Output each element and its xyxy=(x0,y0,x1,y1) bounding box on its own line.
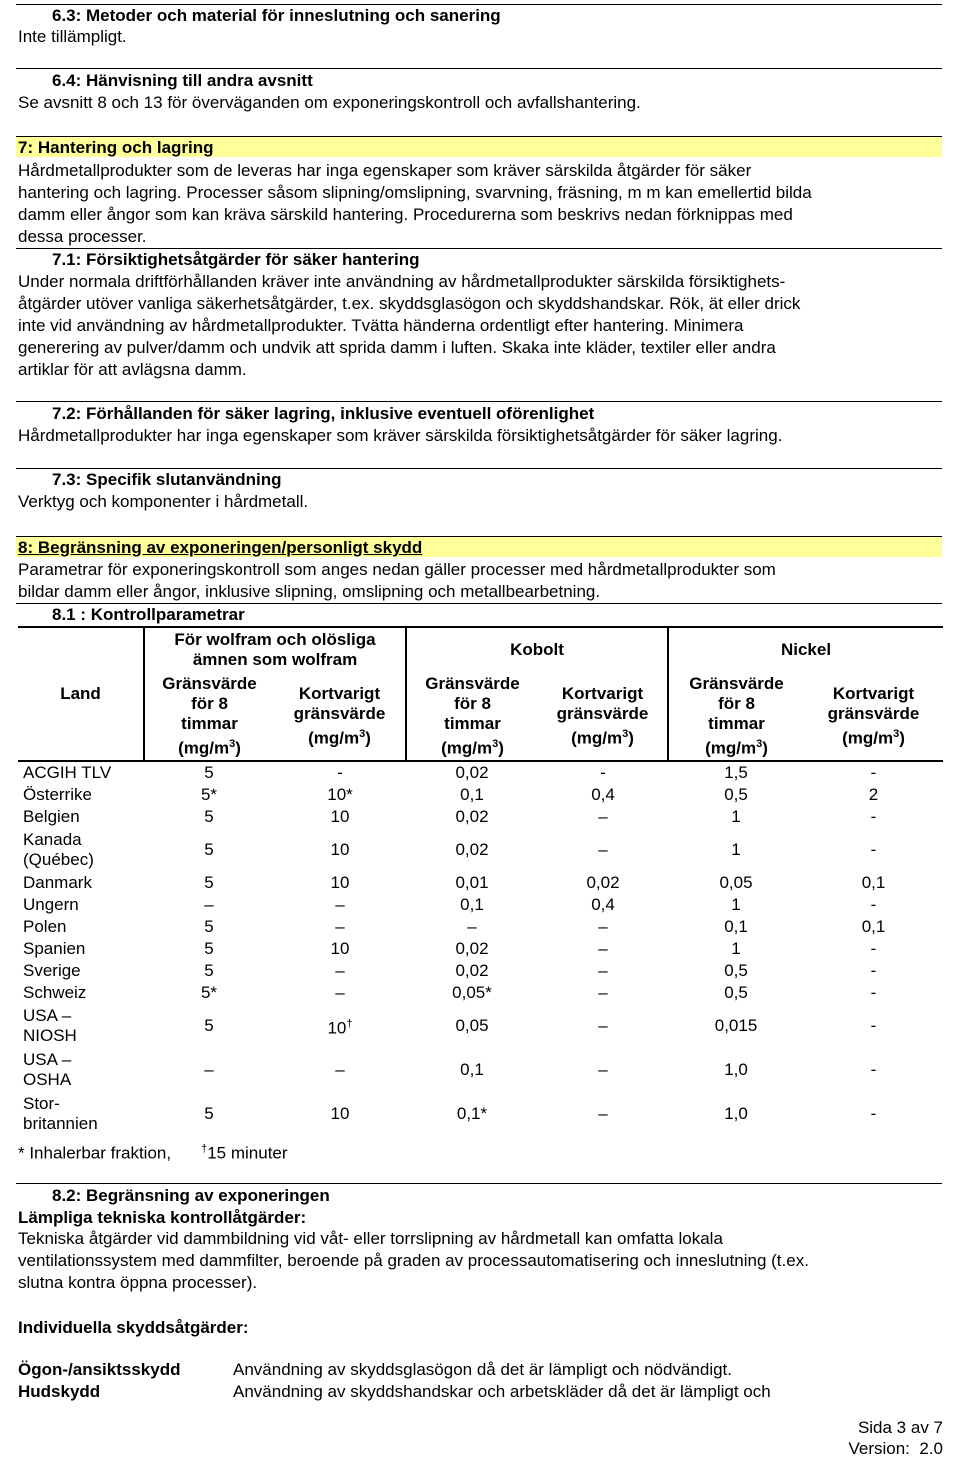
short-line-2: gränsvärde xyxy=(293,703,386,723)
limit-line-4: (mg/m xyxy=(705,738,757,758)
section-7-line-4: dessa processer. xyxy=(18,227,147,246)
value-cell: – xyxy=(598,983,608,1002)
value-cell: 1,0 xyxy=(724,1060,748,1079)
value-cell: 0,5 xyxy=(724,961,748,980)
skin-protection-label: Hudskydd xyxy=(18,1382,101,1401)
value-cell: – xyxy=(204,1060,214,1079)
value-cell: 0,05 xyxy=(455,1016,489,1035)
short-line-1: Kortvarigt xyxy=(298,683,381,703)
unit-paren: ) xyxy=(899,728,905,748)
value-cell: 1 xyxy=(731,807,741,826)
value-cell: – xyxy=(335,1060,345,1079)
header-group-tungsten xyxy=(144,627,406,672)
value-cell: 5 xyxy=(204,917,214,936)
section-8-top-rule xyxy=(16,536,942,537)
value-cell: 1 xyxy=(731,840,741,859)
section-6-3-text: Inte tillämpligt. xyxy=(18,27,127,46)
limit-line-3: timmar xyxy=(708,713,765,733)
value-cell: - xyxy=(870,1060,877,1079)
value-cell: - xyxy=(870,807,877,826)
value-cell: 0,02 xyxy=(455,939,489,958)
value-cell: 0,1 xyxy=(861,917,886,936)
unit-superscript: 3 xyxy=(492,737,499,750)
header-tungsten-line-1: För wolfram och olösliga xyxy=(174,630,376,649)
value-cell: 5 xyxy=(204,1104,214,1123)
value-cell: - xyxy=(870,1104,877,1123)
footnote-inhalable: * Inhalerbar fraktion, xyxy=(18,1143,172,1163)
header-land: Land xyxy=(18,627,144,761)
value-cell: 0,02 xyxy=(455,763,489,782)
country-cell: Polen xyxy=(23,917,67,936)
value-cell: 5 xyxy=(204,763,214,782)
section-8-heading: 8: Begränsning av exponeringen/personligt skydd xyxy=(18,538,423,557)
value-cell: - xyxy=(870,983,877,1002)
country-line-2: OSHA xyxy=(23,1070,72,1089)
section-8-2-line-1: Tekniska åtgärder vid dammbildning vid våt- eller torrslipning av hårdmetall kan omfatta lokala xyxy=(18,1229,723,1248)
value-cell: 0,02 xyxy=(455,840,489,859)
unit-paren: ) xyxy=(498,738,504,758)
value-cell: 0,1 xyxy=(460,1060,484,1079)
eye-protection-text: Användning av skyddsglasögon då det är lämpligt och nödvändigt. xyxy=(233,1360,733,1379)
value-cell: 5* xyxy=(200,785,218,804)
section-8-2-line-3: slutna kontra öppna processer). xyxy=(18,1273,258,1292)
section-6-4-text: Se avsnitt 8 och 13 för överväganden om exponeringskontroll och avfallshantering. xyxy=(18,93,641,112)
section-7-1-top-rule xyxy=(16,248,942,249)
table-row xyxy=(18,784,943,806)
table-row xyxy=(18,894,943,916)
technical-controls-heading: Lämpliga tekniska kontrollåtgärder: xyxy=(18,1208,307,1227)
value-cell xyxy=(274,1004,406,1048)
table-row xyxy=(18,1048,943,1092)
value-cell: 10 xyxy=(330,873,350,892)
country-cell: Spanien xyxy=(23,939,86,958)
limit-line-3: timmar xyxy=(444,713,501,733)
unit-superscript: 3 xyxy=(229,737,236,750)
value-cell: – xyxy=(335,917,345,936)
value-cell: 0,4 xyxy=(591,785,615,804)
value-cell: - xyxy=(870,961,877,980)
value-cell: 10 xyxy=(330,939,350,958)
header-tungsten-short xyxy=(274,672,406,761)
section-7-heading: 7: Hantering och lagring xyxy=(18,138,214,157)
section-7-1-line-4: generering av pulver/damm och undvik att sprida damm i luften. Skaka inte kläder, textiler eller andra xyxy=(18,338,776,357)
header-cobalt-short xyxy=(538,672,668,761)
unit-superscript: 3 xyxy=(622,727,629,740)
table-row xyxy=(18,938,943,960)
value-cell: – xyxy=(598,939,608,958)
value-cell: 0,02 xyxy=(586,873,620,892)
table-row xyxy=(18,828,943,872)
value-cell: – xyxy=(335,895,345,914)
value-cell: 2 xyxy=(868,785,879,804)
value-cell: 10 xyxy=(330,840,350,859)
country-cell xyxy=(18,828,144,872)
country-line-1: USA – xyxy=(23,1050,72,1069)
header-cobalt-limit xyxy=(406,672,538,761)
value-cell: – xyxy=(598,807,608,826)
country-line-1: USA – xyxy=(23,1006,72,1025)
value-cell: 0,1 xyxy=(460,785,484,804)
unit-paren: ) xyxy=(762,738,768,758)
limit-line-1: Gränsvärde xyxy=(162,673,257,693)
short-line-2: gränsvärde xyxy=(827,703,920,723)
header-group-nickel: Nickel xyxy=(668,627,943,672)
value-cell: 1,0 xyxy=(724,1104,748,1123)
footnote-minutes: 15 minuter xyxy=(207,1143,288,1163)
country-line-1: Kanada xyxy=(23,830,82,849)
value-cell: 0,1 xyxy=(724,917,748,936)
section-8-1-heading: 8.1 : Kontrollparametrar xyxy=(52,605,245,624)
table-footnote xyxy=(18,1139,288,1164)
value-cell: 5 xyxy=(204,1016,214,1035)
section-8-2-heading: 8.2: Begränsning av exponeringen xyxy=(52,1186,330,1205)
section-7-line-2: hantering och lagring. Processer såsom slipning/omslipning, svarvning, fräsning, m m kan emellertid bilda xyxy=(18,183,812,202)
short-line-3: (mg/m xyxy=(571,728,623,748)
section-7-1-line-1: Under normala driftförhållanden kräver inte användning av hårdmetallprodukter särskilda försiktighets- xyxy=(18,272,786,291)
eye-protection-label: Ögon-/ansiktsskydd xyxy=(18,1360,181,1379)
value-cell: - xyxy=(600,763,606,782)
value-cell: 1 xyxy=(731,895,741,914)
limit-line-2: för 8 xyxy=(718,693,755,713)
header-group-cobalt: Kobolt xyxy=(406,627,668,672)
section-7-1-heading: 7.1: Försiktighetsåtgärder för säker hantering xyxy=(52,250,420,269)
country-cell: Ungern xyxy=(23,895,79,914)
header-tungsten-limit xyxy=(144,672,274,761)
value-cell: 0,1 xyxy=(861,873,886,892)
header-nickel-short xyxy=(804,672,943,761)
section-8-2-line-2: ventilationssystem med dammfilter, beroende på graden av processautomatisering och inneslutning (t.ex. xyxy=(18,1251,809,1270)
country-line-2: britannien xyxy=(23,1114,98,1133)
unit-paren: ) xyxy=(628,728,634,748)
country-line-2: (Québec) xyxy=(23,850,94,869)
section-8-2-top-rule xyxy=(16,1183,942,1184)
value-cell: 0,01 xyxy=(455,873,489,892)
country-cell: Belgien xyxy=(23,807,80,826)
value-cell: 0,02 xyxy=(455,807,489,826)
value-cell: – xyxy=(598,917,608,936)
country-cell: Österrike xyxy=(23,785,92,804)
skin-protection-text: Användning av skyddshandskar och arbetskläder då det är lämpligt och xyxy=(233,1382,771,1401)
limit-line-2: för 8 xyxy=(454,693,491,713)
value-cell: 1,5 xyxy=(724,763,748,782)
section-6-4-heading: 6.4: Hänvisning till andra avsnitt xyxy=(52,71,313,90)
limit-line-3: timmar xyxy=(181,713,238,733)
table-row xyxy=(18,761,943,784)
table-row xyxy=(18,982,943,1004)
value-cell: 0,5 xyxy=(724,983,748,1002)
section-6-3-heading: 6.3: Metoder och material för inneslutning och sanering xyxy=(52,6,501,25)
section-7-line-1: Hårdmetallprodukter som de leveras har inga egenskaper som kräver särskilda åtgärder för säker xyxy=(18,161,752,180)
section-8-line-2: bildar damm eller ångor, inklusive slipning, omslipning och metallbearbetning. xyxy=(18,582,601,601)
section-7-line-3: damm eller ångor som kan kräva särskild hantering. Procedurerna som beskrivs nedan förknippas med xyxy=(18,205,793,224)
short-line-1: Kortvarigt xyxy=(832,683,915,703)
value-cell: – xyxy=(598,1104,608,1123)
value-cell: 5 xyxy=(204,873,214,892)
value-cell: - xyxy=(870,1016,877,1035)
table-row xyxy=(18,872,943,894)
country-cell xyxy=(18,1048,144,1092)
value-cell: – xyxy=(467,917,477,936)
value-cell: 0,02 xyxy=(455,961,489,980)
section-7-2-heading: 7.2: Förhållanden för säker lagring, inklusive eventuell oförenlighet xyxy=(52,404,595,423)
value-cell: – xyxy=(598,1016,608,1035)
value-cell: – xyxy=(335,961,345,980)
dagger-mark: † xyxy=(346,1017,353,1030)
unit-superscript: 3 xyxy=(756,737,763,750)
exposure-limits-table xyxy=(18,626,943,1136)
unit-superscript: 3 xyxy=(893,727,900,740)
country-cell: ACGIH TLV xyxy=(23,763,112,782)
country-cell xyxy=(18,1092,144,1136)
section-7-2-text: Hårdmetallprodukter har inga egenskaper som kräver särskilda försiktighetsåtgärder för säker lagring. xyxy=(18,426,783,445)
unit-paren: ) xyxy=(365,728,371,748)
value-cell: 0,05* xyxy=(452,983,492,1002)
short-line-1: Kortvarigt xyxy=(561,683,644,703)
value-cell: 5 xyxy=(204,807,214,826)
header-tungsten-line-2: ämnen som wolfram xyxy=(192,650,358,669)
value-cell: 0,1* xyxy=(456,1104,488,1123)
value-cell: - xyxy=(870,763,877,782)
section-7-2-top-rule xyxy=(16,401,942,402)
table-row xyxy=(18,806,943,828)
country-cell: Danmark xyxy=(23,873,92,892)
unit-superscript: 3 xyxy=(359,727,366,740)
value-cell: 10 xyxy=(330,1104,350,1123)
limit-line-4: (mg/m xyxy=(178,738,230,758)
country-line-2: NIOSH xyxy=(23,1026,77,1045)
country-cell: Schweiz xyxy=(23,983,87,1002)
value-cell: - xyxy=(337,763,343,782)
short-line-3: (mg/m xyxy=(308,728,360,748)
value-cell: 10 xyxy=(330,807,350,826)
section-6-3-top-rule xyxy=(16,4,942,5)
value-cell: 1 xyxy=(731,939,741,958)
limit-line-2: för 8 xyxy=(191,693,228,713)
section-7-1-line-2: åtgärder utöver vanliga säkerhetsåtgärder, t.ex. skyddsglasögon och skyddshandskar. Rök, ät eller drick xyxy=(18,294,801,313)
value-cell: – xyxy=(204,895,214,914)
page-number: Sida 3 av 7 xyxy=(857,1418,943,1437)
limit-line-1: Gränsvärde xyxy=(689,673,784,693)
short-line-2: gränsvärde xyxy=(556,703,649,723)
value-cell: 0,1 xyxy=(460,895,484,914)
value-cell: 5 xyxy=(204,939,214,958)
value-cell: 10* xyxy=(327,785,353,804)
value-cell: - xyxy=(870,840,877,859)
value-cell: – xyxy=(598,961,608,980)
unit-paren: ) xyxy=(235,738,241,758)
value-cell: 0,05 xyxy=(719,873,753,892)
table-row xyxy=(18,1004,943,1048)
value-cell: 0,4 xyxy=(591,895,615,914)
country-line-1: Stor- xyxy=(23,1094,60,1113)
value-cell: – xyxy=(335,983,345,1002)
value-cell: 0,5 xyxy=(724,785,748,804)
limit-line-4: (mg/m xyxy=(441,738,493,758)
value-cell: 0,015 xyxy=(714,1016,758,1035)
value-cell: 5* xyxy=(200,983,218,1002)
table-row xyxy=(18,1092,943,1136)
section-8-1-top-rule xyxy=(16,603,942,604)
footnote-dagger: † xyxy=(201,1143,208,1155)
value-cell: – xyxy=(598,1060,608,1079)
section-7-1-line-5: artiklar för att avlägsna damm. xyxy=(18,360,247,379)
header-nickel-limit xyxy=(668,672,804,761)
value-cell: 5 xyxy=(204,840,214,859)
table-row xyxy=(18,960,943,982)
short-line-3: (mg/m xyxy=(842,728,894,748)
individual-protection-heading: Individuella skyddsåtgärder: xyxy=(18,1318,249,1337)
value-cell: 5 xyxy=(204,961,214,980)
section-7-3-heading: 7.3: Specifik slutanvändning xyxy=(52,470,282,489)
section-7-top-rule xyxy=(16,136,942,137)
country-cell: Sverige xyxy=(23,961,81,980)
section-7-3-top-rule xyxy=(16,468,942,469)
table-row xyxy=(18,916,943,938)
limit-line-1: Gränsvärde xyxy=(425,673,520,693)
section-8-line-1: Parametrar för exponeringskontroll som anges nedan gäller processer med hårdmetallprodukter som xyxy=(18,560,776,579)
section-6-4-top-rule xyxy=(16,68,942,69)
section-7-1-line-3: inte vid användning av hårdmetallprodukter. Tvätta händerna ordentligt efter hantering. Minimera xyxy=(18,316,744,335)
value-text: 10 xyxy=(327,1018,347,1038)
section-7-3-text: Verktyg och komponenter i hårdmetall. xyxy=(18,492,309,511)
value-cell: – xyxy=(598,840,608,859)
value-cell: - xyxy=(870,895,877,914)
country-cell xyxy=(18,1004,144,1048)
document-version: Version: 2.0 xyxy=(848,1439,943,1458)
value-cell: - xyxy=(870,939,877,958)
